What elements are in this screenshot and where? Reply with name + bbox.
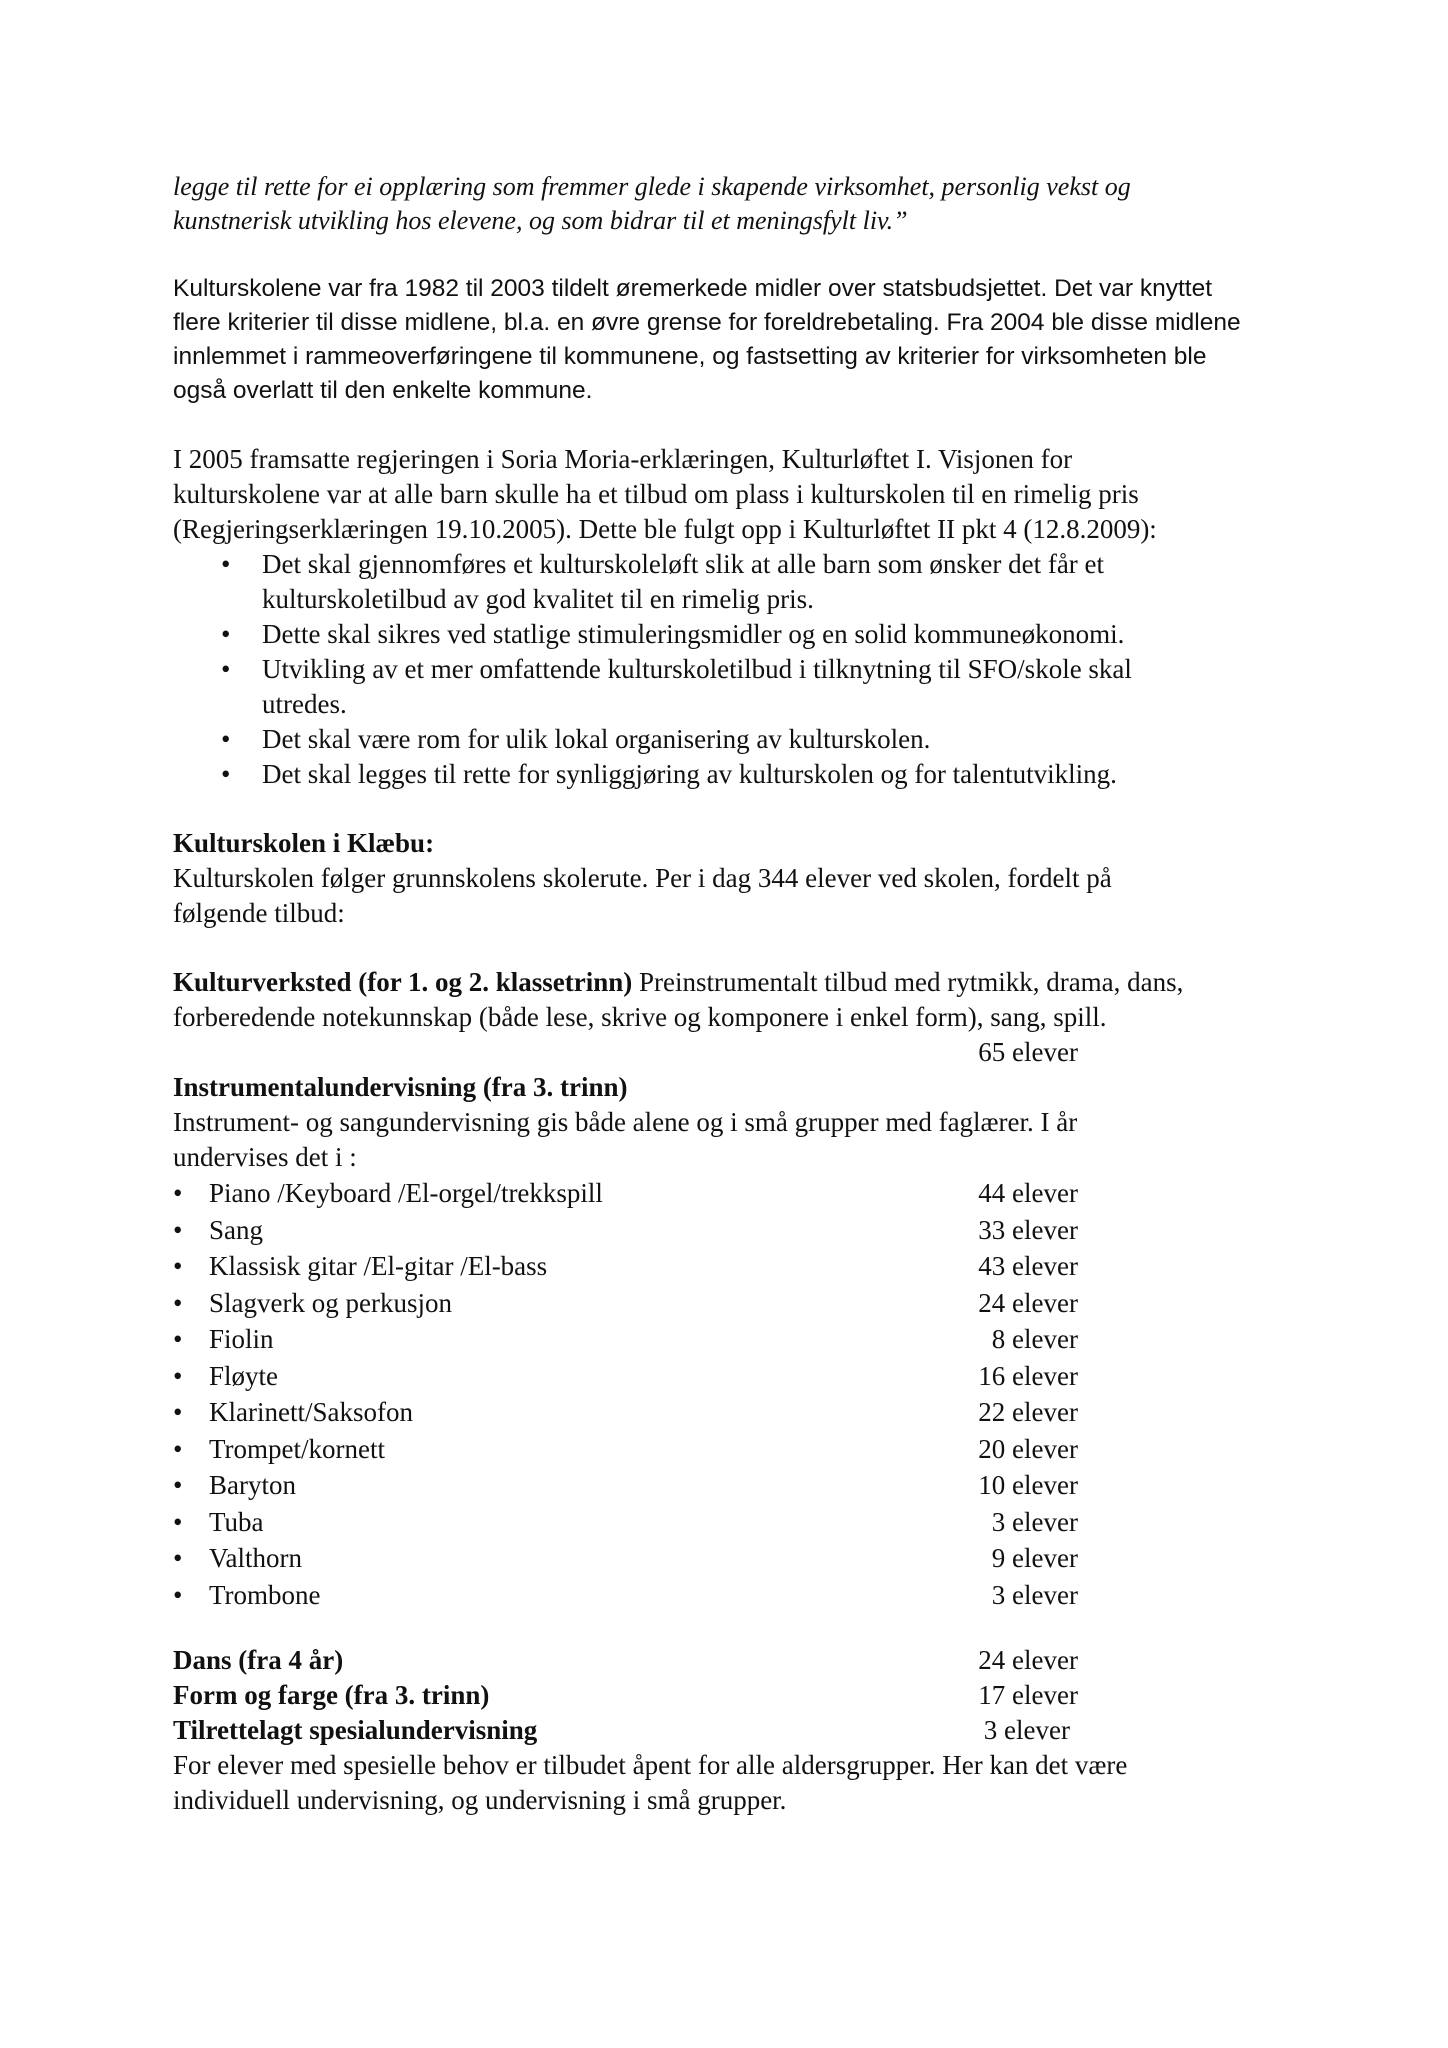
intro-line-1: legge til rette for ei opplæring som fremmer glede i skapende virksomhet, personlig vekst og bbox=[173, 172, 1131, 201]
bullet-icon: • bbox=[173, 1360, 183, 1391]
special-needs-paragraph bbox=[173, 1748, 1283, 1818]
list-item bbox=[173, 722, 1283, 757]
instrument-count: 22 elever bbox=[978, 1397, 1078, 1427]
instrument-name: Fiolin bbox=[209, 1324, 274, 1354]
klaebu-heading: Kulturskolen i Klæbu: bbox=[173, 828, 435, 858]
culture-lift-line-3: (Regjeringserklæringen 19.10.2005). Dette ble fulgt opp i Kulturløftet II pkt 4 (12.8.2009): bbox=[173, 514, 1157, 544]
spacer bbox=[173, 1613, 1283, 1643]
funding-line-1: Kulturskolene var fra 1982 til 2003 tildelt øremerkede midler over statsbudsjettet. Det var knyttet bbox=[173, 275, 1213, 302]
instrument-count: 33 elever bbox=[978, 1214, 1078, 1245]
form-colour-count: 17 elever bbox=[978, 1680, 1078, 1710]
bullet-icon: • bbox=[173, 1287, 183, 1318]
instrument-count: 9 elever bbox=[991, 1543, 1078, 1573]
intro-quote bbox=[173, 170, 1283, 238]
intro-line-2: kunstnerisk utvikling hos elevene, og som bidrar til et meningsfylt liv.” bbox=[173, 206, 908, 235]
spacer bbox=[173, 238, 1283, 272]
form-colour-row bbox=[173, 1678, 1283, 1713]
instrument-count: 3 elever bbox=[991, 1506, 1078, 1537]
list-item-line-2: utredes. bbox=[262, 689, 347, 719]
instrument-name: Slagverk og perkusjon bbox=[209, 1287, 452, 1318]
instrument-count: 24 elever bbox=[978, 1287, 1078, 1318]
klaebu-section bbox=[173, 826, 1283, 931]
document-page bbox=[173, 170, 1283, 1818]
list-item bbox=[173, 1212, 1283, 1249]
list-item bbox=[173, 1248, 1283, 1285]
bullet-icon: • bbox=[173, 1470, 183, 1500]
list-item bbox=[173, 1431, 1283, 1468]
instrument-name: Fløyte bbox=[209, 1360, 279, 1391]
list-item-line-1: Utvikling av et mer omfattende kulturskoletilbud i tilknytning til SFO/skole skal bbox=[262, 654, 1132, 684]
funding-line-4: også overlatt til den enkelte kommune. bbox=[173, 377, 593, 404]
instrument-count: 10 elever bbox=[978, 1470, 1078, 1500]
instrumental-line-2: undervises det i : bbox=[173, 1142, 357, 1172]
list-item-line-1: Dette skal sikres ved statlige stimuleringsmidler og en solid kommuneøkonomi. bbox=[262, 619, 1125, 649]
special-needs-line-2: individuell undervisning, og undervisning i små grupper. bbox=[173, 1785, 787, 1815]
instrument-name: Tuba bbox=[209, 1506, 264, 1537]
list-item bbox=[173, 1285, 1283, 1322]
kulturverksted-text: Preinstrumentalt tilbud med rytmikk, drama, dans, bbox=[632, 967, 1184, 997]
klaebu-line-1: Kulturskolen følger grunnskolens skolerute. Per i dag 344 elever ved skolen, fordelt på bbox=[173, 863, 1112, 893]
spacer bbox=[173, 931, 1283, 965]
list-item bbox=[173, 617, 1283, 652]
list-item bbox=[173, 1540, 1283, 1577]
list-item bbox=[173, 1577, 1283, 1614]
bullet-icon: • bbox=[173, 1543, 183, 1573]
list-item-line-1: Det skal legges til rette for synliggjøring av kulturskolen og for talentutvikling. bbox=[262, 759, 1117, 789]
dance-count: 24 elever bbox=[978, 1645, 1078, 1675]
culture-lift-bullet-list bbox=[173, 547, 1283, 792]
instrument-count: 44 elever bbox=[978, 1178, 1078, 1208]
instrument-count: 43 elever bbox=[978, 1251, 1078, 1281]
list-item bbox=[173, 1321, 1283, 1358]
instrument-count: 16 elever bbox=[978, 1360, 1078, 1391]
funding-paragraph bbox=[173, 272, 1283, 408]
list-item bbox=[173, 652, 1283, 722]
bullet-icon: • bbox=[221, 619, 231, 649]
list-item bbox=[173, 1467, 1283, 1504]
list-item bbox=[173, 1394, 1283, 1431]
bullet-icon: • bbox=[173, 1397, 183, 1427]
list-item-line-2: kulturskoletilbud av god kvalitet til en rimelig pris. bbox=[262, 584, 814, 614]
culture-lift-line-2: kulturskolene var at alle barn skulle ha et tilbud om plass i kulturskolen til en rimelig pris bbox=[173, 479, 1139, 509]
instrument-name: Trombone bbox=[209, 1579, 321, 1610]
instrument-count: 8 elever bbox=[991, 1324, 1078, 1354]
culture-lift-line-1: I 2005 framsatte regjeringen i Soria Moria-erklæringen, Kulturløftet I. Visjonen for bbox=[173, 444, 1073, 474]
instrumental-heading: Instrumentalundervisning (fra 3. trinn) bbox=[173, 1072, 628, 1102]
bullet-icon: • bbox=[221, 654, 231, 684]
kulturverksted-count: 65 elever bbox=[978, 1037, 1078, 1067]
bullet-icon: • bbox=[173, 1579, 183, 1610]
list-item bbox=[173, 1504, 1283, 1541]
list-item bbox=[173, 757, 1283, 792]
instrument-name: Valthorn bbox=[209, 1543, 302, 1573]
kulturverksted-count-row bbox=[173, 1035, 1283, 1070]
instrument-count: 3 elever bbox=[991, 1579, 1078, 1610]
bullet-icon: • bbox=[221, 759, 231, 789]
bullet-icon: • bbox=[221, 549, 231, 579]
bullet-icon: • bbox=[221, 724, 231, 754]
list-item-line-1: Det skal gjennomføres et kulturskoleløft slik at alle barn som ønsker det får et bbox=[262, 549, 1105, 579]
bullet-icon: • bbox=[173, 1214, 183, 1245]
special-needs-line-1: For elever med spesielle behov er tilbudet åpent for alle aldersgrupper. Her kan det være bbox=[173, 1750, 1128, 1780]
dance-row bbox=[173, 1643, 1283, 1678]
klaebu-line-2: følgende tilbud: bbox=[173, 898, 345, 928]
dance-heading: Dans (fra 4 år) bbox=[173, 1645, 344, 1675]
funding-line-2: flere kriterier til disse midlene, bl.a. en øvre grense for foreldrebetaling. Fra 2004 ble disse midlene bbox=[173, 309, 1241, 336]
bullet-icon: • bbox=[173, 1433, 183, 1464]
kulturverksted-line-2: forberedende notekunnskap (både lese, skrive og komponere i enkel form), sang, spill. bbox=[173, 1002, 1107, 1032]
funding-line-3: innlemmet i rammeoverføringene til kommunene, og fastsetting av kriterier for virksomheten ble bbox=[173, 343, 1207, 370]
bullet-icon: • bbox=[173, 1251, 183, 1281]
bullet-icon: • bbox=[173, 1506, 183, 1537]
kulturverksted-heading: Kulturverksted (for 1. og 2. klassetrinn) bbox=[173, 967, 633, 997]
bullet-icon: • bbox=[173, 1178, 183, 1208]
special-education-count: 3 elever bbox=[983, 1715, 1070, 1745]
special-education-row bbox=[173, 1713, 1283, 1748]
instrument-name: Klassisk gitar /El-gitar /El-bass bbox=[209, 1251, 548, 1281]
special-education-heading: Tilrettelagt spesialundervisning bbox=[173, 1715, 538, 1745]
list-item bbox=[173, 1358, 1283, 1395]
instrument-name: Piano /Keyboard /El-orgel/trekkspill bbox=[209, 1178, 603, 1208]
instrument-name: Trompet/kornett bbox=[209, 1433, 386, 1464]
instrumental-section bbox=[173, 1070, 1283, 1175]
instrumental-line-1: Instrument- og sangundervisning gis både alene og i små grupper med faglærer. I år bbox=[173, 1107, 1078, 1137]
list-item-line-1: Det skal være rom for ulik lokal organisering av kulturskolen. bbox=[262, 724, 931, 754]
form-colour-heading: Form og farge (fra 3. trinn) bbox=[173, 1680, 490, 1710]
instrument-list bbox=[173, 1175, 1283, 1613]
spacer bbox=[173, 792, 1283, 826]
instrument-count: 20 elever bbox=[978, 1433, 1078, 1464]
culture-lift-paragraph bbox=[173, 442, 1283, 547]
kulturverksted-section bbox=[173, 965, 1283, 1035]
instrument-name: Klarinett/Saksofon bbox=[209, 1397, 413, 1427]
list-item bbox=[173, 547, 1283, 617]
bullet-icon: • bbox=[173, 1324, 183, 1354]
spacer bbox=[173, 408, 1283, 442]
instrument-name: Sang bbox=[209, 1214, 263, 1245]
list-item bbox=[173, 1175, 1283, 1212]
instrument-name: Baryton bbox=[209, 1470, 296, 1500]
